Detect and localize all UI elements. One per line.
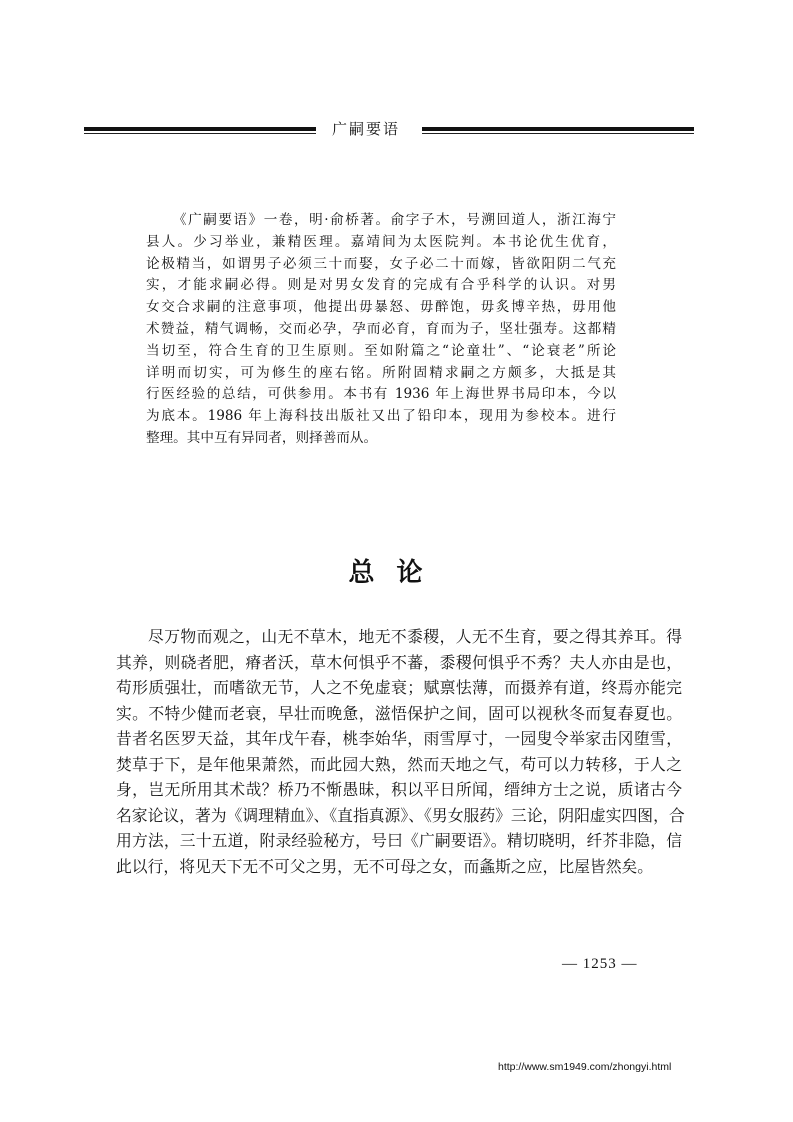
body-line: 昔者名医罗天益，其年戊午春，桃李始华，雨雪厚寸，一园叟令举家击冈堕雪， — [116, 729, 682, 748]
intro-line: 《广嗣要语》一卷，明·俞桥著。俞字子木，号溯回道人，浙江海宁 — [173, 212, 616, 228]
header-rule-left — [84, 127, 316, 135]
body-line: 尽万物而观之，山无不草木，地无不黍稷，人无不生育，要之得其养耳。得 — [148, 627, 682, 646]
body-line: 苟形质强壮，而嗜欲无节，人之不免虚衰；赋禀怯薄，而摄养有道，终焉亦能完 — [116, 678, 682, 697]
intro-line: 县人。少习举业，兼精医理。嘉靖间为太医院判。本书论优生优育， — [146, 233, 616, 250]
intro-line: 行医经验的总结，可供参用。本书有 1936 年上海世界书局印本，今以 — [146, 386, 616, 403]
header-title: 广嗣要语 — [332, 120, 401, 138]
section-title: 总论 — [348, 558, 445, 588]
running-header — [84, 118, 694, 142]
intro-line: 详明而切实，可为修生的座右铭。所附固精求嗣之方颇多，大抵是其 — [146, 364, 616, 381]
intro-line: 当切至，符合生育的卫生原则。至如附篇之“论童壮”、“论衰老”所论 — [146, 342, 616, 359]
intro-line: 术赞益，精气调畅，交而必孕，孕而必育，育而为子，坚壮强寿。这都精 — [146, 320, 616, 337]
intro-paragraph — [146, 210, 616, 450]
intro-line: 论极精当，如谓男子必须三十而娶，女子必二十而嫁，皆欲阳阴二气充 — [146, 255, 616, 272]
body-line: 焚草于下，是年他果萧然，而此园大熟，然而天地之气，苟可以力转移，于人之 — [116, 754, 682, 774]
body-line: 其养，则硗者肥，瘠者沃，草木何惧乎不蕃，黍稷何惧乎不秀？夫人亦由是也， — [116, 652, 682, 672]
intro-line: 女交合求嗣的注意事项，他提出毋暴怒、毋醉饱，毋炙博辛热，毋用他 — [146, 299, 616, 316]
body-line: 实。不特少健而老衰，早壮而晚惫，滋悟保护之间，固可以视秋冬而复春夏也。 — [116, 703, 682, 723]
body-line: 身，岂无所用其术哉？桥乃不惭愚昧，积以平日所闻，缙绅方士之说，质诸古今 — [116, 780, 682, 799]
footer-url[interactable]: http://www.sm1949.com/zhongyi.html — [498, 1061, 672, 1073]
intro-line: 整理。其中互有异同者，则择善而从。 — [146, 429, 378, 446]
intro-line: 为底本。1986 年上海科技出版社又出了铅印本，现用为参校本。进行 — [146, 408, 616, 425]
body-paragraph — [116, 624, 685, 879]
body-line: 此以行，将见天下无不可父之男，无不可母之女，而螽斯之应，比屋皆然矣。 — [116, 856, 654, 876]
page-number: — 1253 — — [562, 956, 638, 972]
header-rule-right — [422, 127, 694, 135]
body-line: 用方法，三十五道，附录经验秘方，号曰《广嗣要语》。精切晓明，纤芥非隐，信 — [116, 831, 682, 850]
intro-line: 实，才能求嗣必得。则是对男女发育的完成有合乎科学的认识。对男 — [146, 277, 616, 294]
body-line: 名家论议，著为《调理精血》、《直指真源》、《男女服药》三论，阴阳虚实四图，合 — [116, 805, 685, 825]
